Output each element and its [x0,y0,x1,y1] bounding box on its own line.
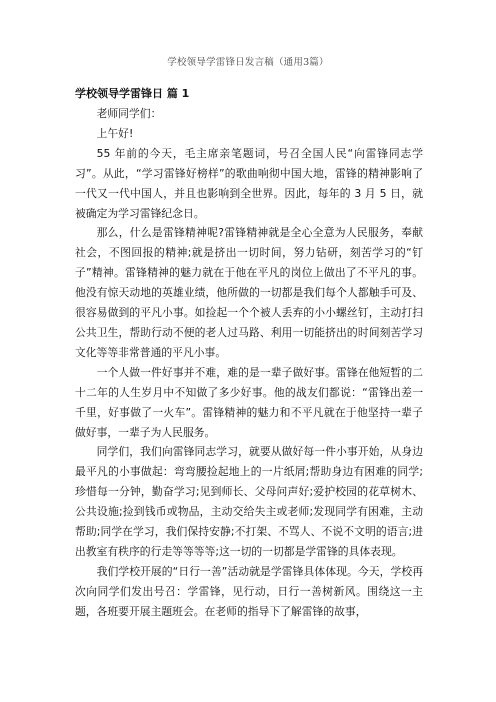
body-paragraph: 55 年前的今天，毛主席亲笔题词，号召全国人民“向雷锋同志学习”。从此，“学习雷锋好榜样”的歌曲响彻中国大地，雷锋的精神影响了一代又一代中国人，并且也影响到全世界。因此，每年的 3 月 5 日，就被确定为学习雷锋纪念日。 [75,146,423,220]
document-body [75,104,423,622]
section-heading: 学校领导学雷锋日 篇 1 [75,87,190,100]
document-title: 学校领导学雷锋日发言稿（通用3篇） [167,57,329,68]
greeting-paragraph: 老师同学们： [96,107,162,120]
body-paragraph: 同学们，我们向雷锋同志学习，就要从做好每一件小事开始，从身边最平凡的小事做起：弯弯腰捡起地上的一片纸屑;帮助身边有困难的同学;珍惜每一分钟，勤奋学习;见到师长、父母问声好;爱护校园的花草树木、公共设施;捡到钱币或物品，主动交给失主或老师;发现同学有困难，主动帮助;同学在学习，我们保持安静;不打架、不骂人、不说不文明的语言;进出教室有秩序的行走等等等等;这一切的一切都是学雷锋的具体表现。 [75,445,423,558]
body-paragraph: 那么，什么是雷锋精神呢?雷锋精神就是全心全意为人民服务，奉献社会，不图回报的精神;就是挤出一切时间，努力钻研，刻苦学习的“钉子”精神。雷锋精神的魅力就在于他在平凡的岗位上做出了不平凡的事。他没有惊天动地的英雄业绩，他所做的一切都是我们每个人都触手可及、很容易做到的平凡小事。如捡起一个个被人丢弃的小小螺丝钉，主动打扫公共卫生，帮助行动不便的老人过马路、利用一切能挤出的时间刻苦学习文化等等非常普通的平凡小事。 [75,226,423,359]
salutation-paragraph: 上午好! [96,126,134,140]
body-paragraph: 一个人做一件好事并不难，难的是一辈子做好事。雷锋在他短暂的二十二年的人生岁月中不知做了多少好事。他的战友们都说：“雷锋出差一千里，好事做了一火车”。雷锋精神的魅力和不平凡就在于他坚持一辈子做好事，一辈子为人民服务。 [75,365,423,439]
body-paragraph: 我们学校开展的“日行一善”活动就是学雷锋具体体现。今天，学校再次向同学们发出号召：学雷锋，见行动，日行一善树新风。围绕这一主题，各班要开展主题班会。在老师的指导下了解雷锋的故事， [75,564,423,618]
